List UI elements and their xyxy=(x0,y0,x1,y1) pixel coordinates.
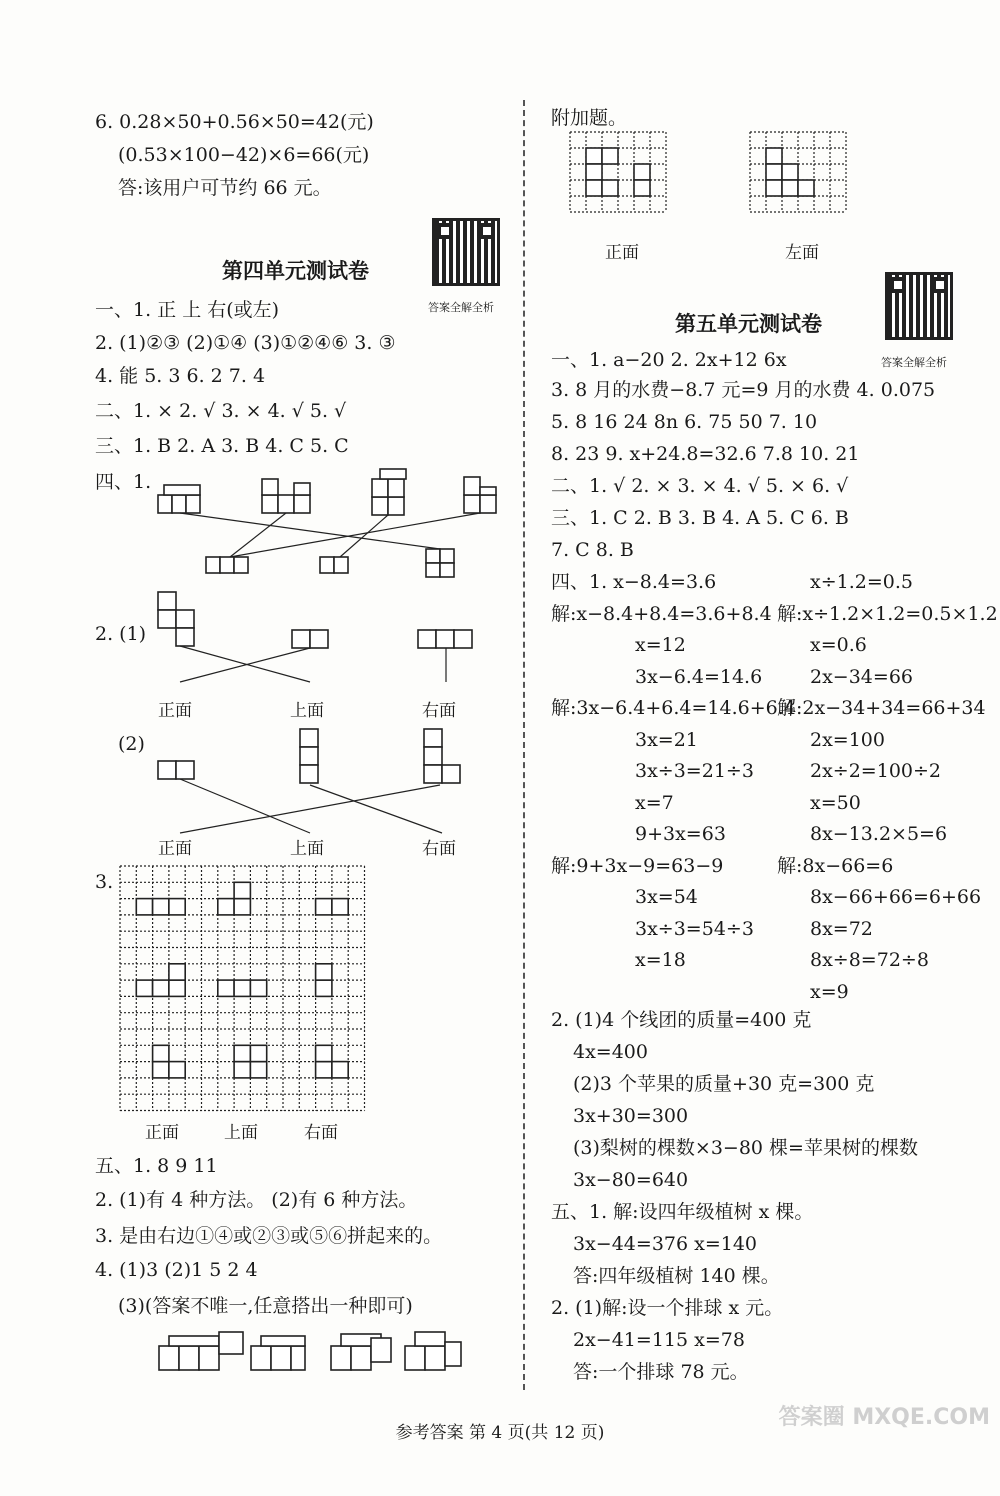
p5-line-1: 五、1. 8 9 11 xyxy=(95,1155,218,1177)
r-p5-line-2: 3x−44=376 x=140 xyxy=(573,1233,758,1255)
extra-view-left: 左面 xyxy=(785,243,819,263)
grid-cell xyxy=(250,980,266,996)
grid-cell xyxy=(234,882,250,898)
grid-cell xyxy=(798,180,814,196)
extra-grids xyxy=(570,132,910,222)
equation-left: x=18 xyxy=(635,949,686,971)
r-p4-q2-line-2: 4x=400 xyxy=(573,1041,648,1063)
equation-right: 2x=100 xyxy=(810,728,885,751)
grid-cell xyxy=(234,1045,250,1061)
equation-right: 解:8x−66=6 xyxy=(777,854,894,877)
q6-line-1: 6. 0.28×50+0.56×50=42(元) xyxy=(95,111,374,133)
equation-left: 3x=54 xyxy=(635,886,698,908)
p4-q2-1-label: 2. (1) xyxy=(95,623,147,645)
grid-cell xyxy=(602,148,618,164)
equation-left: 3x÷3=54÷3 xyxy=(635,917,754,940)
p4-q1-diagram xyxy=(150,465,570,585)
p5-line-2: 2. (1)有 4 种方法。 (2)有 6 种方法。 xyxy=(95,1189,418,1211)
grid-cell xyxy=(316,1062,332,1078)
r-p1-line-3: 5. 8 16 24 8n 6. 75 50 7. 10 xyxy=(551,411,818,433)
grid-cell xyxy=(316,1045,332,1061)
grid-cell xyxy=(153,1062,169,1078)
grid-cell xyxy=(782,180,798,196)
grid-cell xyxy=(332,1062,348,1078)
grid-cell xyxy=(234,980,250,996)
equation-left: x=7 xyxy=(635,791,674,814)
view-top-3: 上面 xyxy=(224,1123,258,1143)
page-footer: 参考答案 第 4 页(共 12 页) xyxy=(395,1423,605,1443)
p5-line-3: 3. 是由右边①④或②③或⑤⑥拼起来的。 xyxy=(95,1225,443,1247)
r-p5-line-3: 答:四年级植树 140 棵。 xyxy=(573,1265,780,1287)
column-divider xyxy=(523,100,525,1390)
p4-q2-2-diagram xyxy=(150,725,490,835)
r-p2-line: 二、1. √ 2. × 3. × 4. √ 5. × 6. √ xyxy=(551,475,849,497)
equation-right: 8x−66+66=6+66 xyxy=(810,886,982,908)
equation-left: 四、1. x−8.4=3.6 xyxy=(551,571,717,593)
grid-cell xyxy=(169,1062,185,1078)
grid-cell xyxy=(234,899,250,915)
equation-right: x=0.6 xyxy=(810,634,867,656)
r-p1-line-1: 一、1. a−20 2. 2x+12 6x xyxy=(551,349,787,371)
equation-right: 8x−13.2×5=6 xyxy=(810,823,948,845)
qr-code-icon xyxy=(885,272,953,340)
qr-caption: 答案全解全析 xyxy=(881,356,947,369)
q6-line-2: (0.53×100−42)×6=66(元) xyxy=(118,144,370,166)
r-p4-q2-line-5: (3)梨树的棵数×3−80 棵=苹果树的棵数 xyxy=(573,1137,918,1159)
p1-line-2: 2. (1)②③ (2)①④ (3)①②④⑥ 3. ③ xyxy=(95,332,396,354)
equation-left: 解:3x−6.4+6.4=14.6+6.4 xyxy=(551,697,796,719)
p4-q1-label: 四、1. xyxy=(95,471,152,493)
view-right-3: 右面 xyxy=(304,1123,338,1143)
grid-cell xyxy=(153,980,169,996)
view-front-1: 正面 xyxy=(158,701,192,721)
r-p4-q2-line-3: (2)3 个苹果的质量+30 克=300 克 xyxy=(573,1073,875,1095)
grid-cell xyxy=(586,148,602,164)
p4-q3-label: 3. xyxy=(95,871,114,893)
grid-cell xyxy=(634,164,650,180)
r-p3-line-1: 三、1. C 2. B 3. B 4. A 5. C 6. B xyxy=(551,507,849,529)
grid-cell xyxy=(766,148,782,164)
equation-left: 3x=21 xyxy=(635,728,698,751)
grid-cell xyxy=(169,980,185,996)
grid-cell xyxy=(169,899,185,915)
grid-cell xyxy=(316,899,332,915)
view-top-1: 上面 xyxy=(290,701,324,721)
r-p5-line-4: 2. (1)解:设一个排球 x 元。 xyxy=(551,1297,784,1319)
grid-cell xyxy=(602,180,618,196)
grid-cell xyxy=(250,1062,266,1078)
view-top-2: 上面 xyxy=(290,839,324,859)
p5-line-4: 4. (1)3 (2)1 5 2 4 xyxy=(95,1259,258,1281)
unit5-title: 第五单元测试卷 xyxy=(675,311,822,336)
equation-right: 解:x÷1.2×1.2=0.5×1.2 xyxy=(777,602,998,625)
p4-q2-2-label: (2) xyxy=(118,733,145,755)
p2-line: 二、1. × 2. √ 3. × 4. √ 5. √ xyxy=(95,400,347,422)
r-p5-line-1: 五、1. 解:设四年级植树 x 棵。 xyxy=(551,1201,814,1223)
view-right-2: 右面 xyxy=(422,839,456,859)
grid-cell xyxy=(169,964,185,980)
q6-answer: 答:该用户可节约 66 元。 xyxy=(118,177,332,199)
r-p1-line-2: 3. 8 月的水费−8.7 元=9 月的水费 4. 0.075 xyxy=(551,379,936,401)
grid-cell xyxy=(316,980,332,996)
grid-cell xyxy=(234,1062,250,1078)
watermark-logo: 答案圈 MXQE.COM xyxy=(778,1405,990,1430)
equation-right: 2x−34=66 xyxy=(810,665,913,688)
grid-cell xyxy=(634,180,650,196)
view-front-3: 正面 xyxy=(145,1123,179,1143)
p5-line-5: (3)(答案不唯一,任意搭出一种即可) xyxy=(118,1295,413,1317)
p3-line: 三、1. B 2. A 3. B 4. C 5. C xyxy=(95,435,349,457)
grid-cell xyxy=(332,899,348,915)
grid-cell xyxy=(586,164,602,180)
r-p5-line-5: 2x−41=115 x=78 xyxy=(573,1329,745,1351)
equation-right: 2x÷2=100÷2 xyxy=(810,760,942,782)
equation-right: x=9 xyxy=(810,980,849,1003)
p4-q3-grid xyxy=(120,866,365,1118)
p4-q2-1-diagram xyxy=(150,592,490,682)
equation-left: 3x−6.4=14.6 xyxy=(635,665,763,688)
r-p5-line-6: 答:一个排球 78 元。 xyxy=(573,1361,749,1383)
equation-left: 9+3x=63 xyxy=(635,823,726,845)
grid-cell xyxy=(153,1045,169,1061)
equation-right: x=50 xyxy=(810,791,861,814)
equation-left: x=12 xyxy=(635,634,686,656)
grid-cell xyxy=(766,164,782,180)
extra-view-front: 正面 xyxy=(605,243,639,263)
qr-caption: 答案全解全析 xyxy=(428,301,494,314)
grid-cell xyxy=(136,899,152,915)
equation-right: 8x=72 xyxy=(810,917,873,940)
grid-cell xyxy=(316,964,332,980)
equation-left: 解:9+3x−9=63−9 xyxy=(551,854,724,877)
view-right-1: 右面 xyxy=(422,701,456,721)
equation-right: 8x÷8=72÷8 xyxy=(810,949,929,971)
r-p4-q2-line-1: 2. (1)4 个线团的质量=400 克 xyxy=(551,1009,812,1031)
unit4-title: 第四单元测试卷 xyxy=(222,258,369,283)
grid-cell xyxy=(250,1045,266,1061)
view-front-2: 正面 xyxy=(158,839,192,859)
p5-q4-solids xyxy=(155,1328,485,1378)
extra-title: 附加题。 xyxy=(551,107,628,129)
equation-right: 解:2x−34+34=66+34 xyxy=(777,697,986,719)
p1-line-1: 一、1. 正 上 右(或左) xyxy=(95,299,280,321)
grid-cell xyxy=(766,180,782,196)
grid-cell xyxy=(782,164,798,180)
equation-right: x÷1.2=0.5 xyxy=(810,571,913,593)
grid-cell xyxy=(153,899,169,915)
grid-cell xyxy=(218,899,234,915)
r-p4-q2-line-6: 3x−80=640 xyxy=(573,1169,689,1191)
r-p4-q2-line-4: 3x+30=300 xyxy=(573,1105,689,1127)
r-p1-line-4: 8. 23 9. x+24.8=32.6 7.8 10. 21 xyxy=(551,443,860,465)
equation-left: 解:x−8.4+8.4=3.6+8.4 xyxy=(551,602,772,625)
grid-cell xyxy=(136,980,152,996)
r-p3-line-2: 7. C 8. B xyxy=(551,539,634,561)
grid-cell xyxy=(586,180,602,196)
equation-left: 3x÷3=21÷3 xyxy=(635,760,754,782)
qr-code-icon xyxy=(432,218,500,286)
grid-cell xyxy=(218,980,234,996)
p1-line-3: 4. 能 5. 3 6. 2 7. 4 xyxy=(95,365,266,387)
